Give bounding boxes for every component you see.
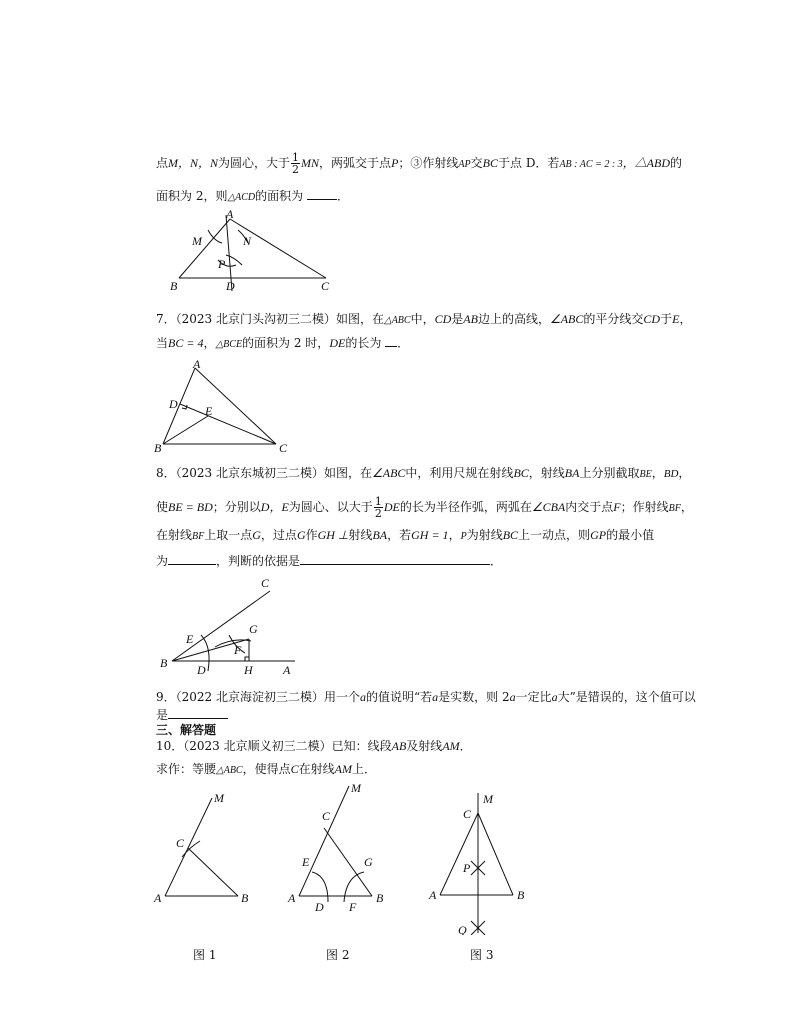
text: G (296, 528, 306, 542)
text: ， (203, 336, 216, 350)
label-q: Q (458, 923, 467, 935)
fraction (291, 152, 300, 175)
text: 为圆心，大于 (218, 156, 291, 170)
fraction-numerator: 1 (374, 495, 382, 508)
text: 的面积为 2 时， (242, 336, 330, 350)
label-a: A (154, 891, 162, 905)
text: GP (590, 528, 607, 542)
arc-ed (312, 872, 328, 902)
text: 上分别截取 (579, 466, 640, 480)
text: 的长为半径作弧，两弧在 (399, 500, 532, 514)
label-c: C (321, 279, 330, 293)
answer-blank[interactable] (168, 706, 228, 719)
label-e: E (186, 632, 194, 646)
text: 大”是错误的，这个值可以 (557, 690, 696, 704)
text: △BCE (215, 339, 243, 350)
text: BF (668, 503, 681, 514)
text: 为 (156, 554, 169, 568)
fraction-numerator: 1 (292, 151, 300, 164)
label-a: A (429, 888, 437, 902)
ray-am (165, 798, 212, 896)
text: 中，利用尺规在射线 (405, 466, 514, 480)
label-m: M (351, 781, 361, 795)
text: BE (639, 469, 652, 480)
text: a (360, 690, 366, 704)
text: ． (337, 189, 350, 203)
label-a: A (193, 357, 201, 371)
text: 一定比 (515, 690, 552, 704)
label-c: C (176, 836, 185, 850)
label-b: B (154, 441, 162, 455)
label-c: C (261, 576, 270, 590)
text: BC (502, 528, 519, 542)
label-g: G (249, 622, 258, 636)
text: AP (458, 159, 471, 170)
q8-line2 (156, 496, 693, 519)
q10-figure-1 (150, 785, 260, 910)
q8-line1 (156, 465, 690, 483)
text: 是实数，则 2 (438, 690, 510, 704)
text: P (460, 531, 467, 542)
text: D，E (260, 500, 289, 514)
text: 边上的高线， (477, 312, 550, 326)
text: 及射线 (406, 739, 443, 753)
label-c: C (279, 441, 288, 455)
label-n: N (243, 234, 252, 248)
text: GH ⊥ (317, 528, 349, 542)
text: ，△ABD (622, 156, 670, 170)
text: ，判断的依据是 (216, 554, 301, 568)
text: CD (643, 312, 661, 326)
label-b: B (160, 656, 168, 670)
text: ． (490, 554, 503, 568)
label-d: D (169, 397, 178, 411)
side-ab (163, 368, 195, 444)
text: CD (434, 312, 452, 326)
text: BE = BD (168, 500, 213, 514)
text: ． (459, 739, 472, 753)
q9-line2 (156, 706, 228, 723)
segment-cb (478, 813, 513, 895)
text: BA (564, 466, 580, 480)
text: E (672, 312, 680, 326)
caption-fig-2: 图 2 (326, 948, 350, 962)
label-b: B (170, 279, 178, 293)
q10-line2 (156, 761, 376, 779)
text: 交 (470, 156, 483, 170)
answer-blank-2[interactable] (300, 552, 490, 565)
text: ，过点 (260, 528, 297, 542)
label-f: F (234, 643, 242, 657)
label-p: P (218, 257, 226, 271)
text: 10．（2023 北京顺义初三二模）已知：线段 (156, 739, 392, 753)
q6-line1 (156, 152, 682, 175)
text: ；作射线 (620, 500, 669, 514)
q10-figure-3 (425, 785, 535, 935)
text: 9．（2022 北京海淀初三二模）用一个 (156, 690, 360, 704)
segment-cb (188, 848, 238, 896)
label-e: E (205, 404, 213, 418)
label-c: C (322, 809, 331, 823)
text: 为圆心、以大于 (288, 500, 373, 514)
text: AB (463, 312, 478, 326)
text: G (252, 528, 261, 542)
text: 上． (351, 762, 376, 776)
text: 作 (305, 528, 318, 542)
text: 的 (670, 156, 683, 170)
text: BC (482, 156, 498, 170)
text: ， (678, 466, 691, 480)
text: 在射线 (298, 762, 335, 776)
q9-line1 (156, 689, 696, 705)
label-b: B (241, 891, 249, 905)
text: △ABC (384, 315, 411, 326)
text: ∠ABC (549, 312, 584, 326)
text: 上取一点 (204, 528, 253, 542)
label-g: G (364, 855, 373, 869)
text: ；分别以 (212, 500, 261, 514)
label-d: D (197, 663, 206, 677)
text: △ACD (227, 192, 256, 203)
text: 的平分线交 (583, 312, 644, 326)
q8-figure (155, 575, 305, 680)
q10-figure-2 (284, 780, 394, 915)
text: ． (397, 336, 410, 350)
text: 面积为 2，则 (156, 189, 228, 203)
text: a (509, 690, 516, 704)
text: 是 (451, 312, 464, 326)
label-e: E (302, 855, 310, 869)
text: a (551, 690, 558, 704)
text: 8．（2023 北京东城初三二模）如图，在 (156, 466, 372, 480)
text: 于点 D．若 (498, 156, 560, 170)
text: ∠CBA (531, 500, 566, 514)
side-ac (230, 219, 326, 278)
text: ， (651, 466, 664, 480)
text: AM (334, 762, 352, 776)
caption-fig-1: 图 1 (193, 948, 217, 962)
text: C (290, 762, 299, 776)
text: DE (329, 336, 346, 350)
label-a: A (226, 207, 234, 221)
text: DE (383, 500, 400, 514)
text: BA (372, 528, 388, 542)
text: 当 (156, 336, 169, 350)
q8-line4 (156, 552, 502, 569)
text: GH = 1 (411, 528, 449, 542)
label-c: C (463, 807, 472, 821)
text: 为射线 (466, 528, 503, 542)
text: 中， (410, 312, 435, 326)
text: AB : AC = 2 : 3 (559, 159, 623, 170)
text: 上一动点，则 (518, 528, 591, 542)
q7-line2 (156, 334, 409, 353)
q8-line3 (156, 527, 654, 545)
text: ；③作射线 (398, 156, 459, 170)
label-f: F (349, 900, 357, 914)
label-m: M (192, 234, 202, 248)
text: 是 (156, 708, 169, 722)
text: ∠ABC (372, 466, 406, 480)
fraction-denominator: 2 (292, 163, 300, 176)
q7-line1 (156, 311, 691, 329)
text: a (432, 690, 439, 704)
text: 7．（2023 北京门头沟初三二模）如图，在 (156, 312, 384, 326)
text: △ABC (216, 765, 243, 776)
text: 的最小值 (606, 528, 655, 542)
text: BF (192, 531, 205, 542)
text: BC (513, 466, 529, 480)
text: P (391, 156, 399, 170)
arc-gf (344, 872, 364, 902)
ray-am (299, 786, 349, 896)
text: 的值说明“若 (366, 690, 433, 704)
q10-line1 (156, 738, 472, 754)
label-m: M (483, 792, 493, 806)
text: 的面积为 (255, 189, 304, 203)
text: 使 (156, 500, 169, 514)
q6-line2 (156, 187, 349, 206)
text: 于 (660, 312, 673, 326)
text: ，使得点 (242, 762, 291, 776)
label-b: B (376, 891, 384, 905)
label-a: A (288, 891, 296, 905)
text: 射线 (348, 528, 373, 542)
text: ， (448, 528, 461, 542)
label-b: B (517, 888, 525, 902)
answer-blank-1[interactable] (168, 552, 216, 565)
right-angle-mark (245, 657, 249, 661)
text: 内交于点 (565, 500, 614, 514)
segment-ca (440, 813, 478, 895)
fraction (374, 496, 383, 519)
text: M，N，N (168, 156, 219, 170)
label-a: A (283, 663, 291, 677)
text: 点 (156, 156, 169, 170)
text: ， (680, 500, 693, 514)
text: ， (679, 312, 692, 326)
text: F (613, 500, 621, 514)
text: BD (663, 468, 679, 480)
answer-blank[interactable] (385, 334, 397, 347)
label-m: M (214, 791, 224, 805)
arc-p2 (226, 255, 242, 265)
text: ，若 (387, 528, 412, 542)
text: MN (301, 156, 320, 170)
q6-figure (168, 205, 338, 295)
caption-fig-3: 图 3 (470, 948, 494, 962)
fraction-denominator: 2 (374, 507, 382, 520)
text: AB (391, 739, 407, 753)
label-d: D (315, 900, 324, 914)
label-h: H (244, 663, 253, 677)
q7-figure (153, 356, 303, 456)
text: AM (442, 739, 460, 753)
text: ，两弧交于点 (319, 156, 392, 170)
bisector-be (163, 416, 208, 444)
text: 的长为 (345, 336, 382, 350)
label-p: P (463, 861, 471, 875)
text: BC = 4 (168, 336, 204, 350)
text: ，射线 (528, 466, 565, 480)
text: 求作：等腰 (156, 762, 217, 776)
text: 在射线 (156, 528, 193, 542)
answer-blank[interactable] (307, 187, 337, 200)
section-heading: 三、解答题 (156, 723, 217, 737)
label-d: D (226, 279, 235, 293)
